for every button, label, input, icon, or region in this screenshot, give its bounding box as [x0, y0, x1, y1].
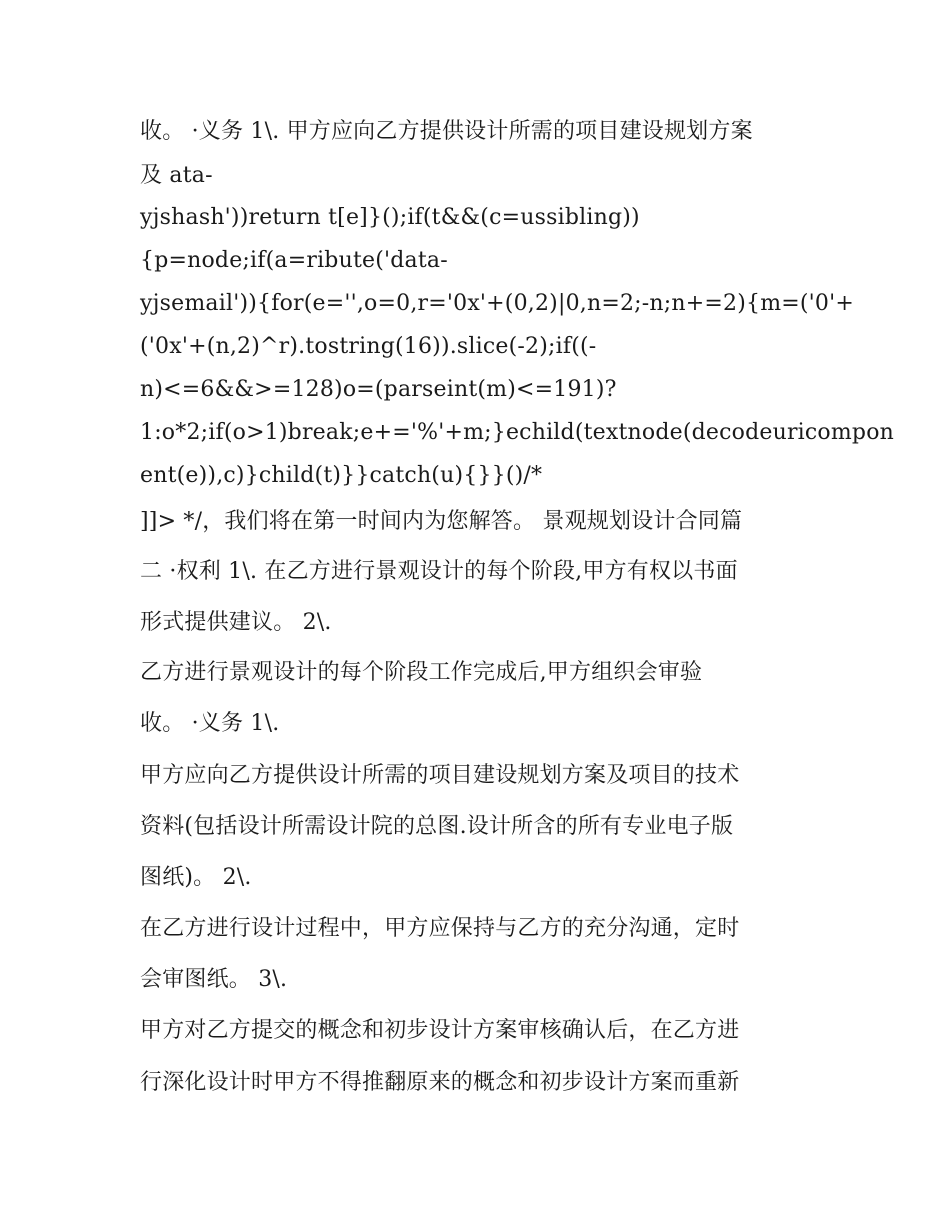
text-line: 图纸)。 2\. [140, 865, 252, 890]
text-line: 行深化设计时甲方不得推翻原来的概念和初步设计方案而重新 [140, 1070, 740, 1095]
text-line: ent(e)),c)}child(t)}}catch(u){}}()/* [140, 463, 543, 488]
text-line: 形式提供建议。 2\. [140, 610, 332, 635]
text-line: n)<=6&&>=128)o=(parseint(m)<=191)? [140, 377, 617, 402]
text-line: {p=node;if(a=ribute('data- [140, 248, 448, 273]
text-line: 会审图纸。 3\. [140, 967, 288, 992]
text-line: 甲方应向乙方提供设计所需的项目建设规划方案及项目的技术 [140, 763, 740, 788]
document-body [140, 107, 895, 1108]
text-line: 及 ata- [140, 163, 213, 188]
text-line: 收。 ·义务 1\. [140, 711, 280, 736]
text-line: 在乙方进行设计过程中，甲方应保持与乙方的充分沟通，定时 [140, 916, 740, 941]
text-line: 收。 ·义务 1\. 甲方应向乙方提供设计所需的项目建设规划方案 [140, 119, 753, 144]
text-line: 甲方对乙方提交的概念和初步设计方案审核确认后，在乙方进 [140, 1018, 740, 1043]
text-line: yjsemail')){for(e='',o=0,r='0x'+(0,2)|0,n=2;-n;n+=2){m=('0'+ [140, 291, 855, 316]
text-line: 资料(包括设计所需设计院的总图.设计所含的所有专业电子版 [140, 814, 734, 839]
text-line: 乙方进行景观设计的每个阶段工作完成后,甲方组织会审验 [140, 660, 703, 685]
text-line: ('0x'+(n,2)^r).tostring(16)).slice(-2);if((- [140, 334, 597, 359]
text-line: ]]> */，我们将在第一时间内为您解答。 景观规划设计合同篇 [140, 509, 743, 534]
text-line: 二 ·权利 1\. 在乙方进行景观设计的每个阶段,甲方有权以书面 [140, 559, 738, 584]
text-line: yjshash'))return t[e]}();if(t&&(c=ussibling)) [140, 205, 640, 230]
text-line: 1:o*2;if(o>1)break;e+='%'+m;}echild(textnode(decodeuricompon [140, 420, 895, 445]
